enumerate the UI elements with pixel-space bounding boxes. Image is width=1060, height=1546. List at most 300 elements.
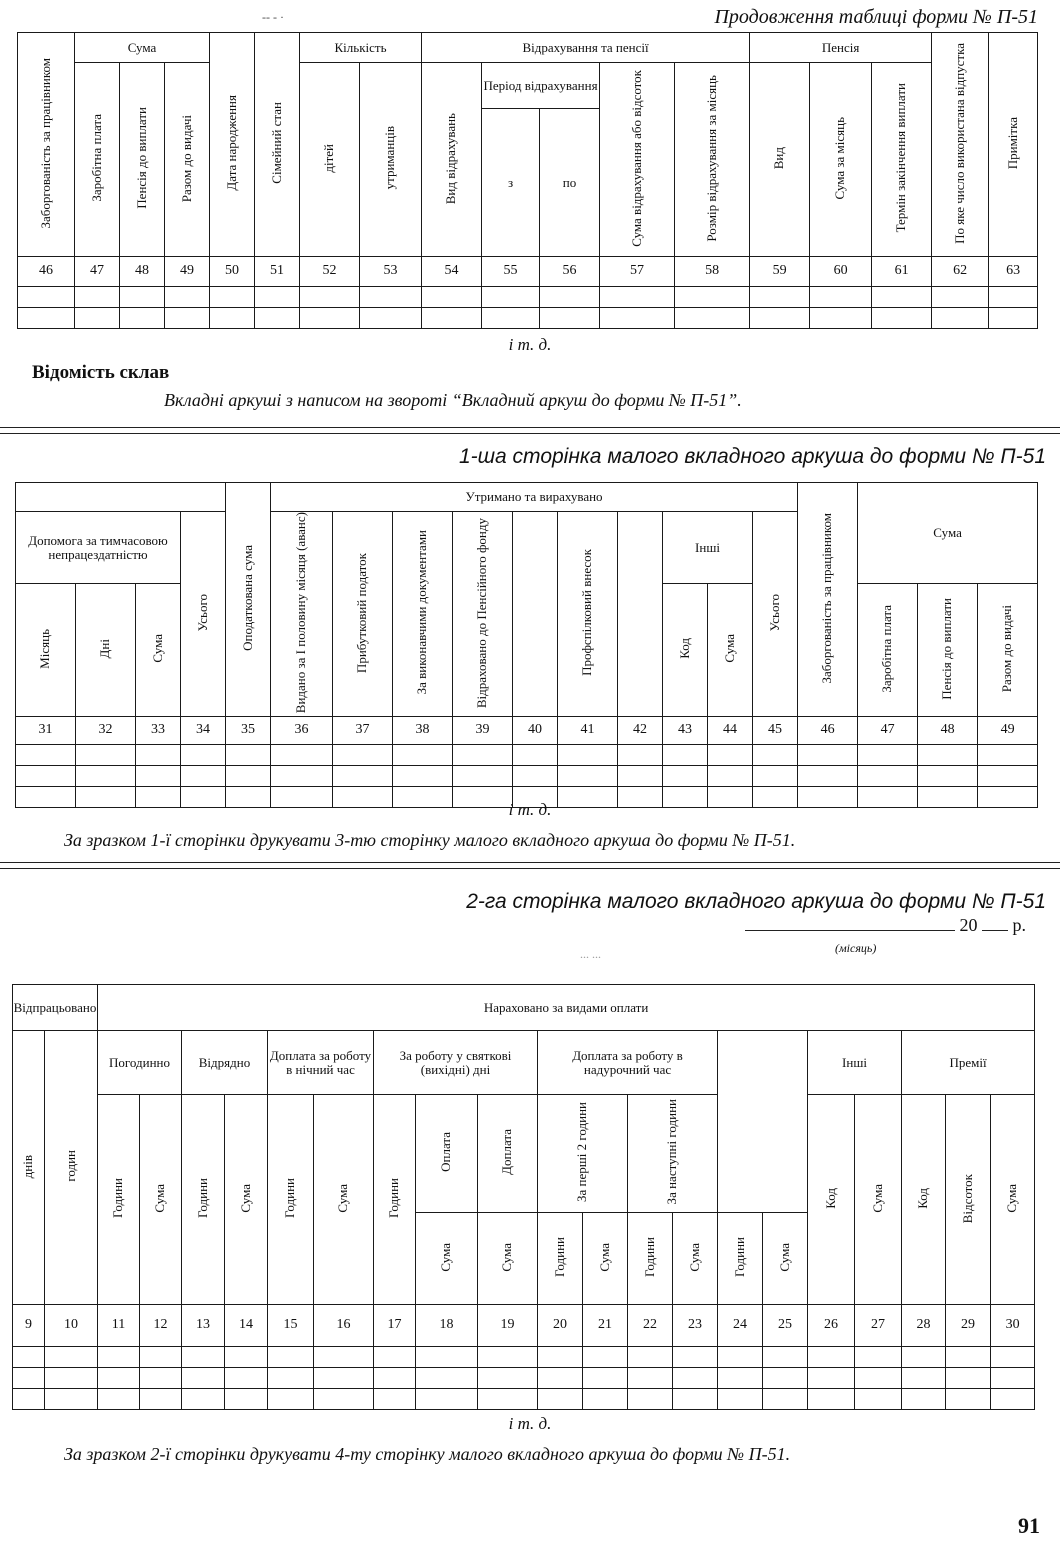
col-header-43 [663, 584, 708, 717]
col-header-13 [182, 1095, 225, 1305]
blank-cell [538, 1368, 583, 1389]
blank-cell [98, 1389, 140, 1410]
blank-cell [872, 308, 932, 329]
column-number: 56 [540, 257, 600, 287]
header-label: Години [641, 1237, 657, 1278]
blank-cell [374, 1368, 416, 1389]
blank-cell [16, 765, 76, 786]
blank-cell [165, 287, 210, 308]
blank-cell [98, 1368, 140, 1389]
blank-cell [314, 1347, 374, 1368]
blank-cell [416, 1347, 478, 1368]
blank-cell [810, 308, 872, 329]
col-header-23 [673, 1213, 718, 1305]
etc-text: і т. д. [508, 800, 552, 819]
blank-cell [618, 765, 663, 786]
column-number: 43 [663, 716, 708, 744]
blank-cell [902, 1347, 946, 1368]
column-number: 36 [271, 716, 333, 744]
header-label: Години [110, 1178, 126, 1219]
blank-cell [314, 1368, 374, 1389]
group-pogodynno: Погодинно [98, 1031, 182, 1095]
blank-cell [136, 765, 181, 786]
col-header-54 [422, 63, 482, 257]
blank-cell [991, 1368, 1035, 1389]
header-label: Заробітна плата [879, 604, 895, 693]
table-row [18, 287, 1038, 308]
blank-cell [182, 1347, 225, 1368]
blank-cell [271, 744, 333, 765]
blank-cell [13, 1368, 45, 1389]
table-row [13, 1368, 1035, 1389]
blank-cell [416, 1368, 478, 1389]
col-header-41 [558, 512, 618, 717]
col-header-46 [18, 33, 75, 257]
page2-heading: 2-га сторінка малого вкладного аркуша до форми № П-51 [466, 890, 1046, 913]
blank-cell [478, 1389, 538, 1410]
blank-cell [600, 308, 675, 329]
col-header-19 [478, 1213, 538, 1305]
column-number: 15 [268, 1305, 314, 1347]
header-label: Сума відрахування або відсоток [628, 69, 644, 247]
blank-cell [136, 744, 181, 765]
blank-cell [991, 1389, 1035, 1410]
blank-cell [75, 287, 120, 308]
column-number: 46 [798, 716, 858, 744]
blank-cell [798, 765, 858, 786]
group-period: Період відрахування [482, 63, 600, 109]
col-header-11 [98, 1095, 140, 1305]
number-row [16, 716, 1038, 744]
group-narakhovano: Нараховано за видами оплати [98, 985, 1035, 1031]
blank-cell [718, 1368, 763, 1389]
faint-text: ... ... [580, 947, 601, 961]
blank-cell [540, 287, 600, 308]
table-row [13, 1347, 1035, 1368]
header-label: За перші 2 години [574, 1102, 590, 1203]
header-label: Сума [869, 1183, 885, 1213]
column-number: 50 [210, 257, 255, 287]
blank-cell [600, 287, 675, 308]
group-vidpratsovano: Відпрацьовано [13, 985, 98, 1031]
column-number: 26 [808, 1305, 855, 1347]
blank-cell [673, 1389, 718, 1410]
number-row [18, 257, 1038, 287]
col-header-45 [753, 512, 798, 717]
col-header-50 [210, 33, 255, 257]
col-header-40 [513, 512, 558, 717]
col-header-37 [333, 512, 393, 717]
blank-cell [932, 308, 989, 329]
col-header-53 [360, 63, 422, 257]
blank-cell [18, 287, 75, 308]
blank-cell [628, 1368, 673, 1389]
header-label: Доплата [499, 1129, 515, 1176]
column-number: 10 [45, 1305, 98, 1347]
blank-cell [422, 308, 482, 329]
year-prefix: 20 [959, 915, 978, 935]
column-number: 49 [978, 716, 1038, 744]
blank-cell [513, 765, 558, 786]
page-number: 91 [1018, 1513, 1040, 1538]
blank-cell [763, 1347, 808, 1368]
blank-cell [182, 1368, 225, 1389]
group-nadurochnyi: Доплата за роботу в надурочний час [538, 1031, 718, 1095]
header-label: Сума [596, 1242, 612, 1272]
blank-cell [540, 308, 600, 329]
blank-cell [763, 1389, 808, 1410]
col-header-47 [75, 63, 120, 257]
blank-cell [708, 765, 753, 786]
blank-cell [663, 744, 708, 765]
blank-cell [583, 1389, 628, 1410]
column-number: 25 [763, 1305, 808, 1347]
col-header-42 [618, 512, 663, 717]
blank-cell [165, 308, 210, 329]
header-label: Пенсія до виплати [133, 107, 149, 210]
blank-cell [300, 308, 360, 329]
column-number: 19 [478, 1305, 538, 1347]
column-number: 32 [76, 716, 136, 744]
group-pensiia: Пенсія [750, 33, 932, 63]
col-header-46 [798, 483, 858, 717]
col-header-47 [858, 584, 918, 717]
column-number: 23 [673, 1305, 718, 1347]
column-number: 40 [513, 716, 558, 744]
blank-cell [978, 765, 1038, 786]
blank-cell [798, 744, 858, 765]
col-header-62 [932, 33, 989, 257]
header-label: Розмір відрахування за місяць [703, 74, 719, 242]
blank-cell [808, 1347, 855, 1368]
group-suma: Сума [75, 33, 210, 63]
blank-cell [120, 287, 165, 308]
blank-cell [478, 1368, 538, 1389]
blank-cell [225, 1368, 268, 1389]
col-header-48 [918, 584, 978, 717]
group-sviatkovi: За роботу у святкові (вихідні) дні [374, 1031, 538, 1095]
blank-cell [416, 1389, 478, 1410]
col-header-12 [140, 1095, 182, 1305]
header-label: Заборгованість за працівником [37, 57, 53, 229]
column-number: 59 [750, 257, 810, 287]
header-label: Відсоток [959, 1173, 975, 1223]
column-number: 18 [416, 1305, 478, 1347]
column-number: 30 [991, 1305, 1035, 1347]
blank-cell [902, 1389, 946, 1410]
blank-cell [268, 1368, 314, 1389]
blank-cell [374, 1347, 416, 1368]
header-label: Видано за І половину місяця (аванс) [293, 512, 309, 714]
col-header-38 [393, 512, 453, 717]
header-label: Сума [1004, 1183, 1020, 1213]
blank-cell [268, 1347, 314, 1368]
page1-footnote: За зразком 1-ї сторінки друкувати 3-тю сторінку малого вкладного аркуша до форми № П-51. [64, 830, 796, 850]
header-label: Оподаткована сума [239, 545, 255, 652]
blank-cell [513, 744, 558, 765]
blank-cell [673, 1347, 718, 1368]
header-label: Оплата [438, 1132, 454, 1173]
header-label: Заробітна плата [88, 114, 104, 202]
blank-cell [628, 1389, 673, 1410]
group-inshi: Інші [808, 1031, 902, 1095]
continuation-caption: Продовження таблиці форми № П-51 [714, 6, 1038, 28]
header-label: Сума [149, 634, 165, 663]
header-label: Години [386, 1178, 402, 1219]
blank-cell [255, 287, 300, 308]
blank-cell [181, 744, 226, 765]
col-header-55: з [482, 109, 540, 257]
blank-cell [618, 744, 663, 765]
header-label: Місяць [37, 628, 53, 669]
header-label: Дата народження [223, 95, 239, 191]
blank-cell [271, 765, 333, 786]
header-label: За виконавчими документами [414, 530, 430, 695]
table-row [16, 765, 1038, 786]
blank-cell [333, 765, 393, 786]
blank-cell [810, 287, 872, 308]
table-page2 [12, 984, 1035, 1410]
blank-cell [675, 308, 750, 329]
blank-corner [16, 483, 226, 512]
header-label: За наступні години [664, 1099, 680, 1205]
blank-cell [628, 1347, 673, 1368]
blank-cell [583, 1368, 628, 1389]
blank-cell [675, 287, 750, 308]
blank-cell [946, 1368, 991, 1389]
group-premii: Премії [902, 1031, 1035, 1095]
col-header-35 [226, 483, 271, 717]
col-header-31 [16, 584, 76, 717]
blank-cell [255, 308, 300, 329]
col-header-32 [76, 584, 136, 717]
column-number: 11 [98, 1305, 140, 1347]
blank-cell [314, 1389, 374, 1410]
col-header-21 [583, 1213, 628, 1305]
header-label: Термін закінчення виплати [893, 83, 909, 233]
blank-cell [991, 1347, 1035, 1368]
group-inshi: Інші [663, 512, 753, 584]
column-number: 41 [558, 716, 618, 744]
column-number: 24 [718, 1305, 763, 1347]
header-label: Разом до видачі [999, 604, 1015, 693]
col-header-59 [750, 63, 810, 257]
column-number: 55 [482, 257, 540, 287]
col-header-pershi [538, 1095, 628, 1213]
page1-heading: 1-ша сторінка малого вкладного аркуша до форми № П-51 [458, 445, 1046, 468]
group-vidriadno: Відрядно [182, 1031, 268, 1095]
blank-cell [932, 287, 989, 308]
blank-cell [75, 308, 120, 329]
blank-cell [210, 308, 255, 329]
column-number: 57 [600, 257, 675, 287]
blank-cell [18, 308, 75, 329]
blank-cell [718, 1347, 763, 1368]
col-header-39 [453, 512, 513, 717]
col-header-48 [120, 63, 165, 257]
header-label: Години [194, 1178, 210, 1219]
column-number: 35 [226, 716, 271, 744]
table-continuation [17, 32, 1038, 329]
column-number: 60 [810, 257, 872, 287]
col-header-49 [978, 584, 1038, 717]
col-header-30 [991, 1095, 1035, 1305]
blank-cell [718, 1389, 763, 1410]
blank-cell [753, 765, 798, 786]
header-label: Разом до видачі [178, 114, 194, 202]
blank-cell [182, 1389, 225, 1410]
blank-cell [918, 765, 978, 786]
col-header-24 [718, 1213, 763, 1305]
blank-cell [45, 1347, 98, 1368]
column-number: 61 [872, 257, 932, 287]
column-number: 52 [300, 257, 360, 287]
blank-cell [268, 1389, 314, 1410]
blank-cell [855, 1389, 902, 1410]
column-number: 58 [675, 257, 750, 287]
header-label: Примітка [1004, 117, 1020, 170]
col-header-49 [165, 63, 210, 257]
insert-note: Вкладні аркуші з написом на звороті “Вкладний аркуш до форми № П-51”. [164, 390, 742, 410]
group-nichnyi: Доплата за роботу в нічний час [268, 1031, 374, 1095]
col-header-51 [255, 33, 300, 257]
col-header-36 [271, 512, 333, 717]
header-label: Сума [438, 1242, 454, 1272]
col-header-61 [872, 63, 932, 257]
header-label: Прибутковий податок [354, 552, 370, 673]
blank-cell [120, 308, 165, 329]
blank-cell [558, 765, 618, 786]
header-label: Години [731, 1237, 747, 1278]
column-number: 14 [225, 1305, 268, 1347]
group-utrymano: Утримано та вирахувано [271, 483, 798, 512]
header-label: годин [62, 1150, 78, 1183]
header-label: Сума [335, 1183, 351, 1213]
col-header-56: по [540, 109, 600, 257]
column-number: 29 [946, 1305, 991, 1347]
month-blank [745, 930, 955, 931]
blank-cell [989, 308, 1038, 329]
header-label: Код [676, 638, 692, 659]
blank-cell [140, 1347, 182, 1368]
blank-cell [140, 1389, 182, 1410]
blank-cell [16, 744, 76, 765]
column-number: 31 [16, 716, 76, 744]
table-row [13, 1389, 1035, 1410]
blank-cell [13, 1347, 45, 1368]
column-number: 33 [136, 716, 181, 744]
blank-cell [181, 765, 226, 786]
column-number: 49 [165, 257, 210, 287]
column-number: 16 [314, 1305, 374, 1347]
group-dopomoga: Допомога за тимчасовою непрацездатністю [16, 512, 181, 584]
col-header-57 [600, 63, 675, 257]
header-label: Код [822, 1187, 838, 1209]
col-header-10 [45, 1031, 98, 1305]
blank-cell [858, 744, 918, 765]
blank-cell [393, 765, 453, 786]
blank-cell [226, 744, 271, 765]
blank-cell [76, 744, 136, 765]
blank-cell [374, 1389, 416, 1410]
etc-text: і т. д. [508, 1414, 552, 1433]
header-label: Години [551, 1237, 567, 1278]
etc-text: і т. д. [508, 335, 552, 354]
header-label: Години [282, 1178, 298, 1219]
column-number: 38 [393, 716, 453, 744]
column-number: 62 [932, 257, 989, 287]
blank-group [718, 1031, 808, 1213]
col-header-58 [675, 63, 750, 257]
blank-cell [45, 1389, 98, 1410]
col-header-16 [314, 1095, 374, 1305]
year-suffix: р. [1012, 915, 1026, 935]
col-header-26 [808, 1095, 855, 1305]
col-header-28 [902, 1095, 946, 1305]
month-label: (місяць) [835, 941, 877, 955]
col-header-17 [374, 1095, 416, 1305]
column-number: 27 [855, 1305, 902, 1347]
blank-cell [538, 1347, 583, 1368]
blank-cell [226, 765, 271, 786]
blank-cell [918, 744, 978, 765]
col-header-oplata [416, 1095, 478, 1213]
blank-cell [946, 1347, 991, 1368]
column-number: 51 [255, 257, 300, 287]
blank-cell [673, 1368, 718, 1389]
header-label: Відраховано до Пенсійного фонду [474, 517, 490, 708]
column-number: 47 [75, 257, 120, 287]
blank-cell [98, 1347, 140, 1368]
blank-cell [583, 1347, 628, 1368]
header-label: Сума [152, 1183, 168, 1213]
blank-cell [989, 287, 1038, 308]
col-header-63 [989, 33, 1038, 257]
header-label: Сума [499, 1242, 515, 1272]
col-header-34 [181, 512, 226, 717]
blank-cell [453, 744, 513, 765]
header-label: утриманців [382, 126, 398, 190]
group-vidrakhuvannia: Відрахування та пенсії [422, 33, 750, 63]
col-header-20 [538, 1213, 583, 1305]
header-label: Усього [766, 593, 782, 632]
blank-cell [225, 1347, 268, 1368]
column-number: 22 [628, 1305, 673, 1347]
blank-cell [902, 1368, 946, 1389]
header-label: Пенсія до виплати [939, 597, 955, 700]
blank-cell [45, 1368, 98, 1389]
blank-cell [538, 1389, 583, 1410]
col-header-22 [628, 1213, 673, 1305]
scan-mark: -- - · [262, 10, 284, 24]
header-label: Сума за місяць [832, 116, 848, 200]
blank-cell [422, 287, 482, 308]
blank-cell [763, 1368, 808, 1389]
blank-cell [708, 744, 753, 765]
blank-cell [478, 1347, 538, 1368]
page2-footnote: За зразком 2-ї сторінки друкувати 4-ту сторінку малого вкладного аркуша до форми № П-51. [64, 1444, 791, 1464]
col-header-18 [416, 1213, 478, 1305]
blank-cell [558, 744, 618, 765]
blank-cell [76, 765, 136, 786]
year-blank [982, 930, 1008, 931]
col-header-25 [763, 1213, 808, 1305]
column-number: 54 [422, 257, 482, 287]
column-number: 34 [181, 716, 226, 744]
column-number: 21 [583, 1305, 628, 1347]
blank-cell [855, 1368, 902, 1389]
blank-cell [663, 765, 708, 786]
